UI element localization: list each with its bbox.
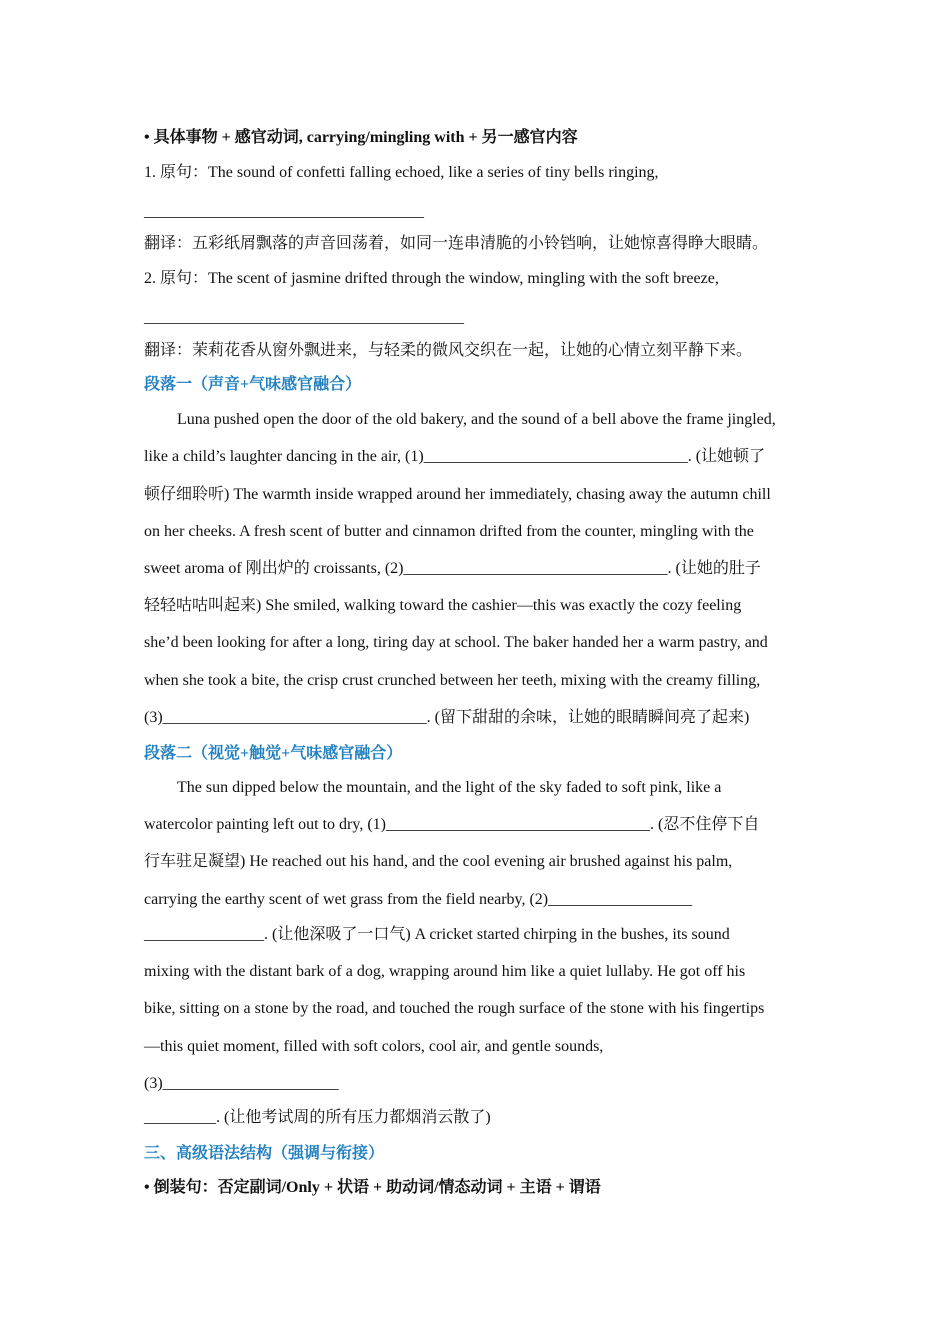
paragraph-2-line: carrying the earthy scent of wet grass from the field nearby, (2)__________________	[144, 891, 693, 908]
paragraph-2-line: (3)______________________	[144, 1075, 339, 1092]
section-heading-grammar: 三、高级语法结构（强调与衔接）	[144, 1145, 385, 1162]
paragraph-1-line: sweet aroma of 刚出炉的 croissants, (2)_________________________________. (让她的肚子	[144, 560, 761, 577]
paragraph-1-line: (3)_________________________________. (留下甜甜的余味，让她的眼睛瞬间亮了起来)	[144, 709, 750, 726]
paragraph-1-line: Luna pushed open the door of the old bakery, and the sound of a bell above the frame jingled,	[177, 411, 776, 428]
paragraph-1-line: on her cheeks. A fresh scent of butter and cinnamon drifted from the counter, mingling with the	[144, 523, 754, 540]
pattern-heading: • 具体事物 + 感官动词, carrying/mingling with + 另一感官内容	[144, 129, 578, 146]
paragraph-2-line: _________. (让他考试周的所有压力都烟消云散了)	[144, 1109, 491, 1126]
paragraph-1-line: she’d been looking for after a long, tiring day at school. The baker handed her a warm pastry, and	[144, 634, 768, 651]
example-2-translation: 翻译：茉莉花香从窗外飘进来，与轻柔的微风交织在一起，让她的心情立刻平静下来。	[144, 342, 753, 359]
example-1-blank: ___________________________________	[144, 203, 424, 220]
section-heading-paragraph-1: 段落一（声音+气味感官融合）	[144, 376, 362, 393]
paragraph-2-line: _______________. (让他深吸了一口气) A cricket started chirping in the bushes, its sound	[144, 926, 730, 943]
paragraph-2-line: 行车驻足凝望) He reached out his hand, and the cool evening air brushed against his palm,	[144, 853, 733, 870]
example-1-translation: 翻译：五彩纸屑飘落的声音回荡着，如同一连串清脆的小铃铛响，让她惊喜得睁大眼睛。	[144, 235, 769, 252]
example-1-original: 1. 原句：The sound of confetti falling echoed, like a series of tiny bells ringing,	[144, 164, 659, 181]
paragraph-2-line: bike, sitting on a stone by the road, and touched the rough surface of the stone with his fingertips	[144, 1000, 765, 1017]
paragraph-1-line: when she took a bite, the crisp crust crunched between her teeth, mixing with the creamy filling,	[144, 672, 761, 689]
paragraph-2-line: mixing with the distant bark of a dog, wrapping around him like a quiet lullaby. He got off his	[144, 963, 746, 980]
example-2-original: 2. 原句：The scent of jasmine drifted through the window, mingling with the soft breeze,	[144, 270, 719, 287]
paragraph-1-line: 轻轻咕咕叫起来) She smiled, walking toward the cashier—this was exactly the cozy feeling	[144, 597, 742, 614]
paragraph-2-line: —this quiet moment, filled with soft colors, cool air, and gentle sounds,	[144, 1038, 604, 1055]
paragraph-2-line: The sun dipped below the mountain, and the light of the sky faded to soft pink, like a	[177, 779, 722, 796]
section-heading-paragraph-2: 段落二（视觉+触觉+气味感官融合）	[144, 745, 403, 762]
paragraph-2-line: watercolor painting left out to dry, (1)_________________________________. (忍不住停下自	[144, 816, 760, 833]
paragraph-1-line: 顿仔细聆听) The warmth inside wrapped around her immediately, chasing away the autumn chill	[144, 486, 771, 503]
paragraph-1-line: like a child’s laughter dancing in the air, (1)_________________________________. (让她顿了	[144, 448, 766, 465]
example-2-blank: ________________________________________	[144, 309, 464, 326]
inversion-pattern: • 倒装句：否定副词/Only + 状语 + 助动词/情态动词 + 主语 + 谓语	[144, 1179, 601, 1196]
